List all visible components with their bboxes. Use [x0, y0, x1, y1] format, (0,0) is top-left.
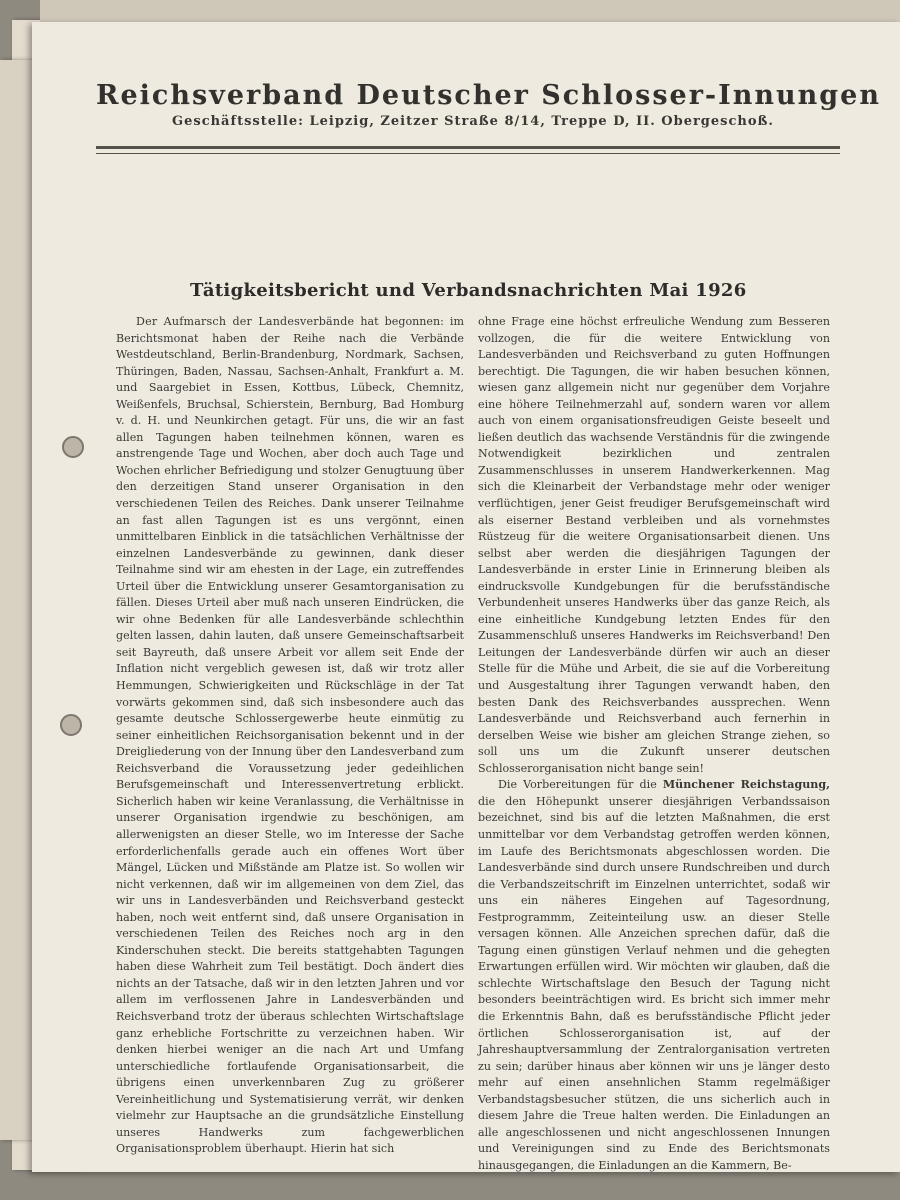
- letterhead-rule-thick: [96, 146, 840, 149]
- punch-hole-bottom: [60, 714, 82, 736]
- right-paragraph-2-bold: Münchener Reichstagung,: [662, 778, 830, 792]
- right-paragraph-2: [478, 777, 830, 1172]
- right-paragraph-1: ohne Frage eine höchst erfreuliche Wendung zum Besseren vollzogen, die für die weitere Entwicklung von Landesverbänden und Reichsverband zu guten Hoffnungen berechtigt. Die Tagungen, die wir haben besuchen können, wiesen ganz allgemein nicht nur gegenüber dem Vorjahre eine höhere Teilnehmerzahl auf, sondern waren vor allem auch von einem organisationsfreudigen Geiste beseelt und ließen deutlich das wachsende Verständnis für die zwingende Notwendigkeit bezirklichen und zentralen Zusammenschlusses in unserem Handwerkerkennen. Mag sich die Kleinarbeit der Verbandstage mehr oder weniger verflüchtigen, jener Geist freudiger Berufsgemeinschaft wird als eiserner Bestand verbleiben und als vornehmstes Rüstzeug für die weitere Organisationsarbeit dienen. Uns selbst aber werden die diesjährigen Tagungen der Landesverbände in erster Linie in Erinnerung bleiben als eindrucksvolle Kundgebungen für die berufsständische Verbundenheit unseres Handwerks über das ganze Reich, als eine einheitliche Kundgebung letzten Endes für den Zusammenschluß unseres Handwerks im Reichsverband! Den Leitungen der Landesverbände dürfen wir auch an dieser Stelle für die Mühe und Arbeit, die sie auf die Vorbereitung und Ausgestaltung ihrer Tagungen verwandt haben, den besten Dank des Reichsverbandes aussprechen. Wenn Landesverbände und Reichsverband auch fernerhin in derselben Weise wie bisher am gleichen Strange ziehen, so soll uns um die Zukunft unserer deutschen Schlosserorganisation nicht bange sein!: [478, 315, 830, 775]
- letterhead-org-name: Reichsverband Deutscher Schlosser-Innungen: [96, 80, 881, 111]
- left-paragraph-lead: Der Aufmarsch der Landesverbände: [136, 315, 355, 328]
- left-paragraph-text: hat begonnen: im Berichtsmonat haben der Reihe nach die Verbände Westdeutschland, Berlin-Brandenburg, Nordmark, Sachsen, Thüringen, Baden, Nassau, Sachsen-Anhalt, Frankfurt a. M. und Saargebiet in Essen, Kottbus, Lübeck, Chemnitz, Weißenfels, Bruchsal, Schierstein, Bernburg, Bad Homburg v. d. H. und Neunkirchen getagt. Für uns, die wir an fast allen Tagungen haben teilnehmen können, waren es anstrengende Tage und Wochen, aber doch auch Tage und Wochen ehrlicher Befriedigung und stolzer Genugtuung über den derzeitigen Stand unserer Organisation in den verschiedenen Teilen des Reiches. Dank unserer Teilnahme an fast allen Tagungen ist es uns vergönnt, einen unmittelbaren Einblick in die tatsächlichen Verhältnisse der einzelnen Landesverbände zu gewinnen, dank dieser Teilnahme sind wir am ehesten in der Lage, ein zutreffendes Urteil über die Entwicklung unserer Gesamtorganisation zu fällen. Dieses Urteil aber muß nach unseren Eindrücken, die wir ohne Bedenken für alle Landesverbände schlechthin gelten lassen, dahin lauten, daß unsere Gemeinschaftsarbeit seit Bayreuth, daß unsere Arbeit vor allem seit Ende der Inflation nicht vergeblich gewesen ist, daß wir trotz aller Hemmungen, Schwierigkeiten und Rückschläge in der Tat vorwärts gekommen sind, daß sich insbesondere auch das gesamte deutsche Schlossergewerbe heute einmütig zu seiner einheitlichen Reichsorganisation bekennt und in der Dreigliederung von der Innung über den Landesverband zum Reichsverband die Voraussetzung jeder gedeihlichen Berufsgemeinschaft und Interessenvertretung erblickt. Sicherlich haben wir keine Veranlassung, die Verhältnisse in unserer Organisation irgendwie zu beschönigen, am allerwenigsten an dieser Stelle, wo im Interesse der Sache erforderlichenfalls gerade auch ein offenes Wort über Mängel, Lücken und Mißstände am Platze ist. So wollen wir nicht verkennen, daß wir im allgemeinen von dem Ziel, das wir uns in Landesverbänden und Reichsverband gesteckt haben, noch weit entfernt sind, daß unsere Organisation in verschiedenen Teilen des Reiches noch arg in den Kinderschuhen steckt. Die bereits stattgehabten Tagungen haben diese Wahrheit zum Teil bestätigt. Doch ändert dies nichts an der Tatsache, daß wir in den letzten Jahren und vor allem im verflossenen Jahre in Landesverbänden und Reichsverband trotz der überaus schlechten Wirtschaftslage ganz erhebliche Fortschritte zu verzeichnen haben. Wir denken hierbei weniger an die nach Art und Umfang unterschiedliche fortlaufende Organisationsarbeit, die übrigens einen unverkennbaren Zug zu größerer Vereinheitlichung und Systematisierung verrät, wir denken vielmehr zur Hauptsache an die grundsätzliche Einstellung unseres Handwerks zum fachgewerblichen Organisationsproblem überhaupt. Hierin hat sich: [116, 315, 465, 1156]
- left-paragraph: [116, 314, 464, 1158]
- right-column: [478, 314, 830, 1172]
- right-paragraph-2-post: die den Höhepunkt unserer diesjährigen Verbandssaison bezeichnet, sind bis auf die letzten Maßnahmen, die erst unmittelbar vor dem Verbandstag getroffen werden können, im Laufe des Berichtsmonats abgeschlossen worden. Die Landesverbände sind durch unsere Rundschreiben und durch die Verbandszeitschrift im Einzelnen unterrichtet, sodaß wir uns ein näheres Eingehen auf Tagesordnung, Festprogrammm, Zeiteinteilung usw. an dieser Stelle versagen können. Alle Anzeichen sprechen dafür, daß die Tagung einen günstigen Verlauf nehmen und die gehegten Erwartungen erfüllen wird. Wir möchten wir glauben, daß die schlechte Wirtschaftslage den Besuch der Tagung nicht besonders beeinträchtigen wird. Es bricht sich immer mehr die Erkenntnis Bahn, daß es berufsständische Pflicht jeder örtlichen Schlosserorganisation ist, auf der Jahreshauptversammlung der Zentralorganisation vertreten zu sein; darüber hinaus aber können wir uns je länger desto mehr auf einen ansehnlichen Stamm regelmäßiger Verbandstagsbesucher stützen, die uns sicherlich auch in diesem Jahre die Treue halten werden. Die Einladungen an alle angeschlossenen und nicht angeschlossenen Innungen und Vereinigungen sind zu Ende des Berichtsmonats hinausgegangen, die Einladungen an die Kammern, Be-: [478, 794, 830, 1172]
- letterhead-rule-thin: [96, 153, 840, 154]
- letterhead-address: Geschäftsstelle: Leipzig, Zeitzer Straße 8/14, Treppe D, II. Obergeschoß.: [172, 114, 774, 129]
- report-title: Tätigkeitsbericht und Verbandsnachrichten Mai 1926: [190, 280, 747, 301]
- document-page: [32, 22, 900, 1172]
- punch-hole-top: [62, 436, 84, 458]
- right-paragraph-2-pre: Die Vorbereitungen für die: [498, 778, 657, 792]
- left-column: [116, 314, 464, 1158]
